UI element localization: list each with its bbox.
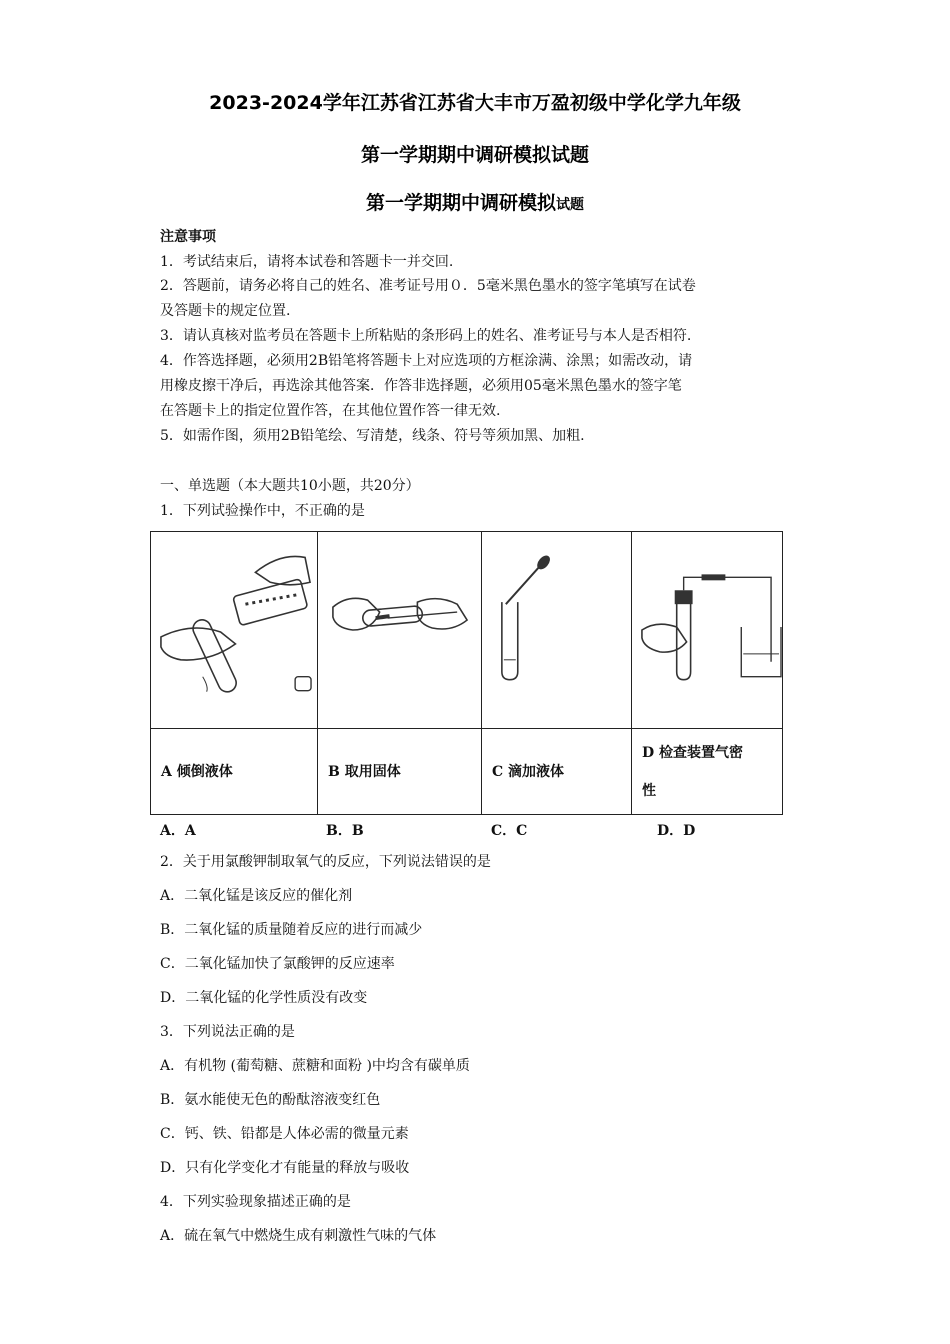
q1-cell-d-label-line2: 性 xyxy=(642,782,656,799)
q1-cell-d-image xyxy=(632,532,783,729)
q1-figure-table xyxy=(150,531,783,815)
taking-solid-icon xyxy=(318,532,481,728)
dropping-liquid-icon xyxy=(482,532,631,728)
q1-option-c[interactable]: C．C xyxy=(491,823,528,839)
notice-item: 1．考试结束后，请将本试卷和答题卡一并交回. xyxy=(160,254,454,270)
q1-cell-a-image xyxy=(151,532,318,729)
q1-cell-a-label: A 倾倒液体 xyxy=(151,729,318,815)
q2-option-b[interactable]: B．二氧化锰的质量随着反应的进行而减少 xyxy=(160,922,423,938)
notice-item: 5．如需作图，须用2B铅笔绘、写清楚，线条、符号等须加黑、加粗. xyxy=(160,428,585,444)
q4-stem: 4．下列实验现象描述正确的是 xyxy=(160,1194,351,1210)
q1-cell-d-label-line1: D 检查装置气密 xyxy=(642,744,744,761)
q3-option-b[interactable]: B．氨水能使无色的酚酞溶液变红色 xyxy=(160,1092,381,1108)
q1-cell-c-label: C 滴加液体 xyxy=(482,729,632,815)
q2-option-c[interactable]: C．二氧化锰加快了氯酸钾的反应速率 xyxy=(160,956,395,972)
notice-item: 用橡皮擦干净后，再选涂其他答案．作答非选择题，必须用05毫米黑色墨水的签字笔 xyxy=(160,378,682,394)
title-line-2: 第一学期期中调研模拟试题 xyxy=(360,144,589,166)
notice-item: 及答题卡的规定位置. xyxy=(160,303,291,319)
q1-option-a[interactable]: A．A xyxy=(160,823,196,839)
notice-item: 4．作答选择题，必须用2B铅笔将答题卡上对应选项的方框涂满、涂黑；如需改动，请 xyxy=(160,353,693,369)
title-line-1: 2023-2024学年江苏省江苏省大丰市万盈初级中学化学九年级 xyxy=(209,92,741,114)
q4-option-a[interactable]: A．硫在氧气中燃烧生成有刺激性气味的气体 xyxy=(160,1228,437,1244)
title-line-3 xyxy=(0,188,950,215)
q1-cell-c-image xyxy=(482,532,632,729)
q1-option-b[interactable]: B．B xyxy=(326,823,364,839)
notice-item: 3．请认真核对监考员在答题卡上所粘贴的条形码上的姓名、准考证号与本人是否相符. xyxy=(160,328,692,344)
q3-stem: 3．下列说法正确的是 xyxy=(160,1024,295,1040)
notice-heading: 注意事项 xyxy=(160,229,216,245)
q1-option-d[interactable]: D．D xyxy=(657,823,696,839)
airtightness-check-icon xyxy=(632,532,782,728)
notice-item: 在答题卡上的指定位置作答，在其他位置作答一律无效. xyxy=(160,403,501,419)
pouring-liquid-icon xyxy=(151,532,317,728)
q3-option-a[interactable]: A．有机物 (葡萄糖、蔗糖和面粉 )中均含有碳单质 xyxy=(160,1058,470,1074)
q2-option-a[interactable]: A．二氧化锰是该反应的催化剂 xyxy=(160,888,353,904)
title-line-3-main: 第一学期期中调研模拟 xyxy=(365,192,556,214)
section-heading: 一、单选题（本大题共10小题，共20分） xyxy=(160,478,420,494)
q2-stem: 2．关于用氯酸钾制取氧气的反应，下列说法错误的是 xyxy=(160,854,491,870)
notice-item: 2．答题前，请务必将自己的姓名、准考证号用０．5毫米黑色墨水的签字笔填写在试卷 xyxy=(160,278,696,294)
title-line-3-small: 试题 xyxy=(556,197,584,213)
q1-cell-b-label: B 取用固体 xyxy=(318,729,482,815)
q1-stem: 1．下列试验操作中，不正确的是 xyxy=(160,503,365,519)
q1-cell-b-image xyxy=(318,532,482,729)
q1-cell-d-label xyxy=(632,729,783,815)
q3-option-d[interactable]: D．只有化学变化才有能量的释放与吸收 xyxy=(160,1160,410,1176)
q3-option-c[interactable]: C．钙、铁、铅都是人体必需的微量元素 xyxy=(160,1126,409,1142)
q2-option-d[interactable]: D．二氧化锰的化学性质没有改变 xyxy=(160,990,368,1006)
